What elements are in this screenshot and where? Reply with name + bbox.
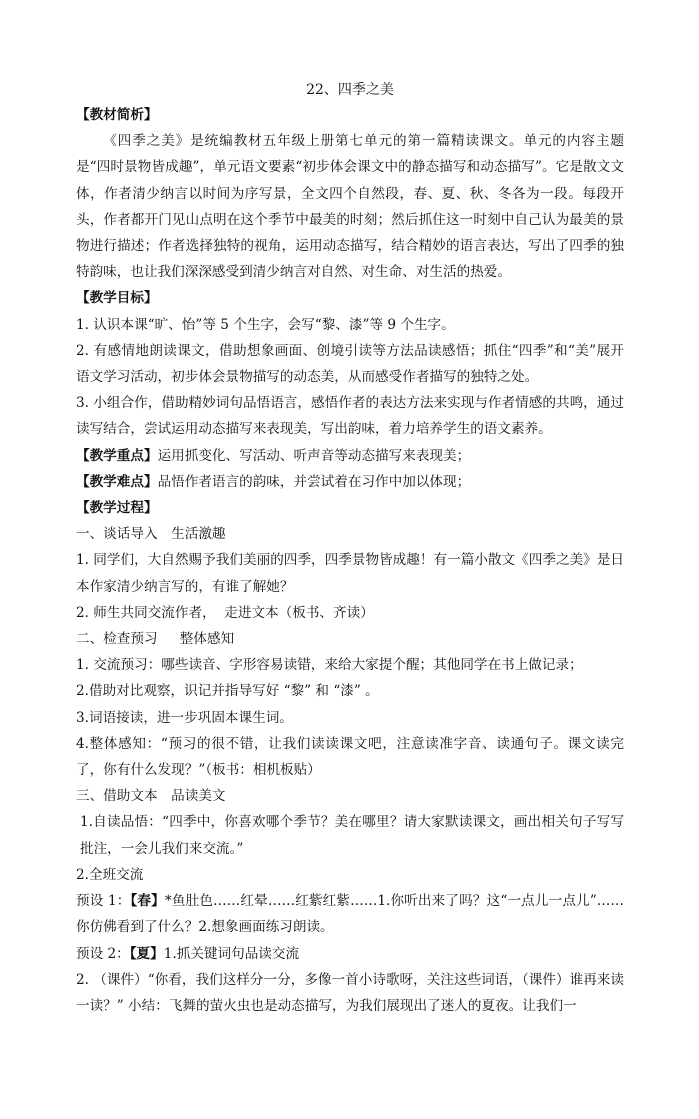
section-1-paragraph-1: 1. 同学们，大自然赐予我们美丽的四季，四季景物皆成趣！有一篇小散文《四季之美》是日本作家清少纳言写的，有谁了解她？ bbox=[76, 552, 624, 595]
difficulty-label: 【教学难点】 bbox=[76, 473, 158, 490]
section-2-paragraph-4: 4.整体感知：“预习的很不错，让我们读读课文吧，注意读准字音、读通句子。课文读完了，你有什么发现？”（板书：相机板贴） bbox=[76, 735, 624, 779]
preset-1-lead: 预设 1： bbox=[76, 893, 131, 910]
section-2-paragraph-3: 3.词语接读，进一步巩固本课生词。 bbox=[76, 709, 293, 726]
section-2-paragraph-2: 2.借助对比观察，识记并指导写好 “黎” 和 “漆” 。 bbox=[76, 683, 379, 700]
objective-item-3: 3. 小组合作，借助精妙词句品悟语言，感悟作者的表达方法来实现与作者情感的共鸣，通过读写结合，尝试运用动态描写来表现美，写出韵味，着力培养学生的语文素养。 bbox=[76, 395, 624, 438]
difficulty-text: 品悟作者语言的韵味，并尝试着在习作中加以体现； bbox=[157, 473, 471, 490]
objectives-heading: 【教学目标】 bbox=[76, 290, 158, 307]
key-point-line bbox=[76, 443, 624, 469]
objective-item-2: 2. 有感情地朗读课文，借助想象画面、创境引读等方法品读感悟；抓住“四季”和“美”展开语文学习活动，初步体会景物描写的动态美，从而感受作者描写的独特之处。 bbox=[76, 342, 624, 386]
preset-2-season-tag: 【夏】 bbox=[129, 945, 164, 962]
section-3-preset-2 bbox=[76, 941, 624, 967]
section-3-paragraph-2: 2.全班交流 bbox=[76, 866, 144, 883]
section-2-title: 二、检查预习 整体感知 bbox=[76, 631, 235, 648]
document-page bbox=[76, 80, 624, 1019]
process-heading: 【教学过程】 bbox=[76, 500, 158, 517]
section-3-paragraph-5: 2. （课件）“你看，我们这样分一分，多像一首小诗歌呀，关注这些词语，（课件）谁再来读一读？” 小结：飞舞的萤火虫也是动态描写，为我们展现出了迷人的夏夜。让我们一 bbox=[76, 971, 624, 1014]
objective-item-1: 1. 认识本课“旷、怡”等 5 个生字，会写“黎、漆”等 9 个生字。 bbox=[76, 316, 455, 333]
preset-2-text: 1.抓关键词句品读交流 bbox=[163, 945, 300, 962]
key-point-text: 运用抓变化、写活动、听声音等动态描写来表现美； bbox=[157, 447, 471, 464]
key-point-label: 【教学重点】 bbox=[76, 447, 158, 464]
section-1-title: 一、谈话导入 生活激趣 bbox=[76, 526, 226, 543]
textbook-analysis-body: 《四季之美》是统编教材五年级上册第七单元的第一篇精读课文。单元的内容主题是“四时景物皆成趣”，单元语文要素“初步体会课文中的静态描写和动态描写”。它是散文文体，作者清少纳言以时间为序写景，全文四个自然段，春、夏、秋、冬各为一段。每段开头，作者都开门见山点明在这个季节中最美的时刻；然后抓住这一时刻中自己认为最美的景物进行描述；作者选择独特的视角，运用动态描写，结合精妙的语言表达，写出了四季的独特韵味，也让我们深深感受到清少纳言对自然、对生命、对生活的热爱。 bbox=[76, 133, 624, 281]
section-3-paragraph-1: 1.自读品悟：“四季中，你喜欢哪个季节？美在哪里？请大家默读课文，画出相关句子写写批注，一会儿我们来交流。” bbox=[80, 814, 624, 857]
preset-1-text: *鱼肚色……红晕……红紫红紫……1.你听出来了吗？这“一点儿一点儿”……你仿佛看到了什么？2.想象画面练习朗读。 bbox=[76, 893, 624, 936]
section-1-paragraph-2: 2. 师生共同交流作者， 走进文本（板书、齐读） bbox=[76, 604, 374, 621]
textbook-analysis-heading: 【教材简析】 bbox=[76, 107, 158, 123]
section-3-title: 三、借助文本 品读美文 bbox=[76, 788, 226, 805]
difficulty-line bbox=[76, 469, 624, 495]
section-3-preset-1 bbox=[76, 888, 624, 940]
section-2-paragraph-1: 1. 交流预习：哪些读音、字形容易读错，来给大家提个醒；其他同学在书上做记录； bbox=[76, 657, 583, 674]
page-title: 22、四季之美 bbox=[306, 82, 394, 98]
preset-2-lead: 预设 2： bbox=[76, 945, 130, 962]
preset-1-season-tag: 【春】 bbox=[130, 893, 165, 910]
